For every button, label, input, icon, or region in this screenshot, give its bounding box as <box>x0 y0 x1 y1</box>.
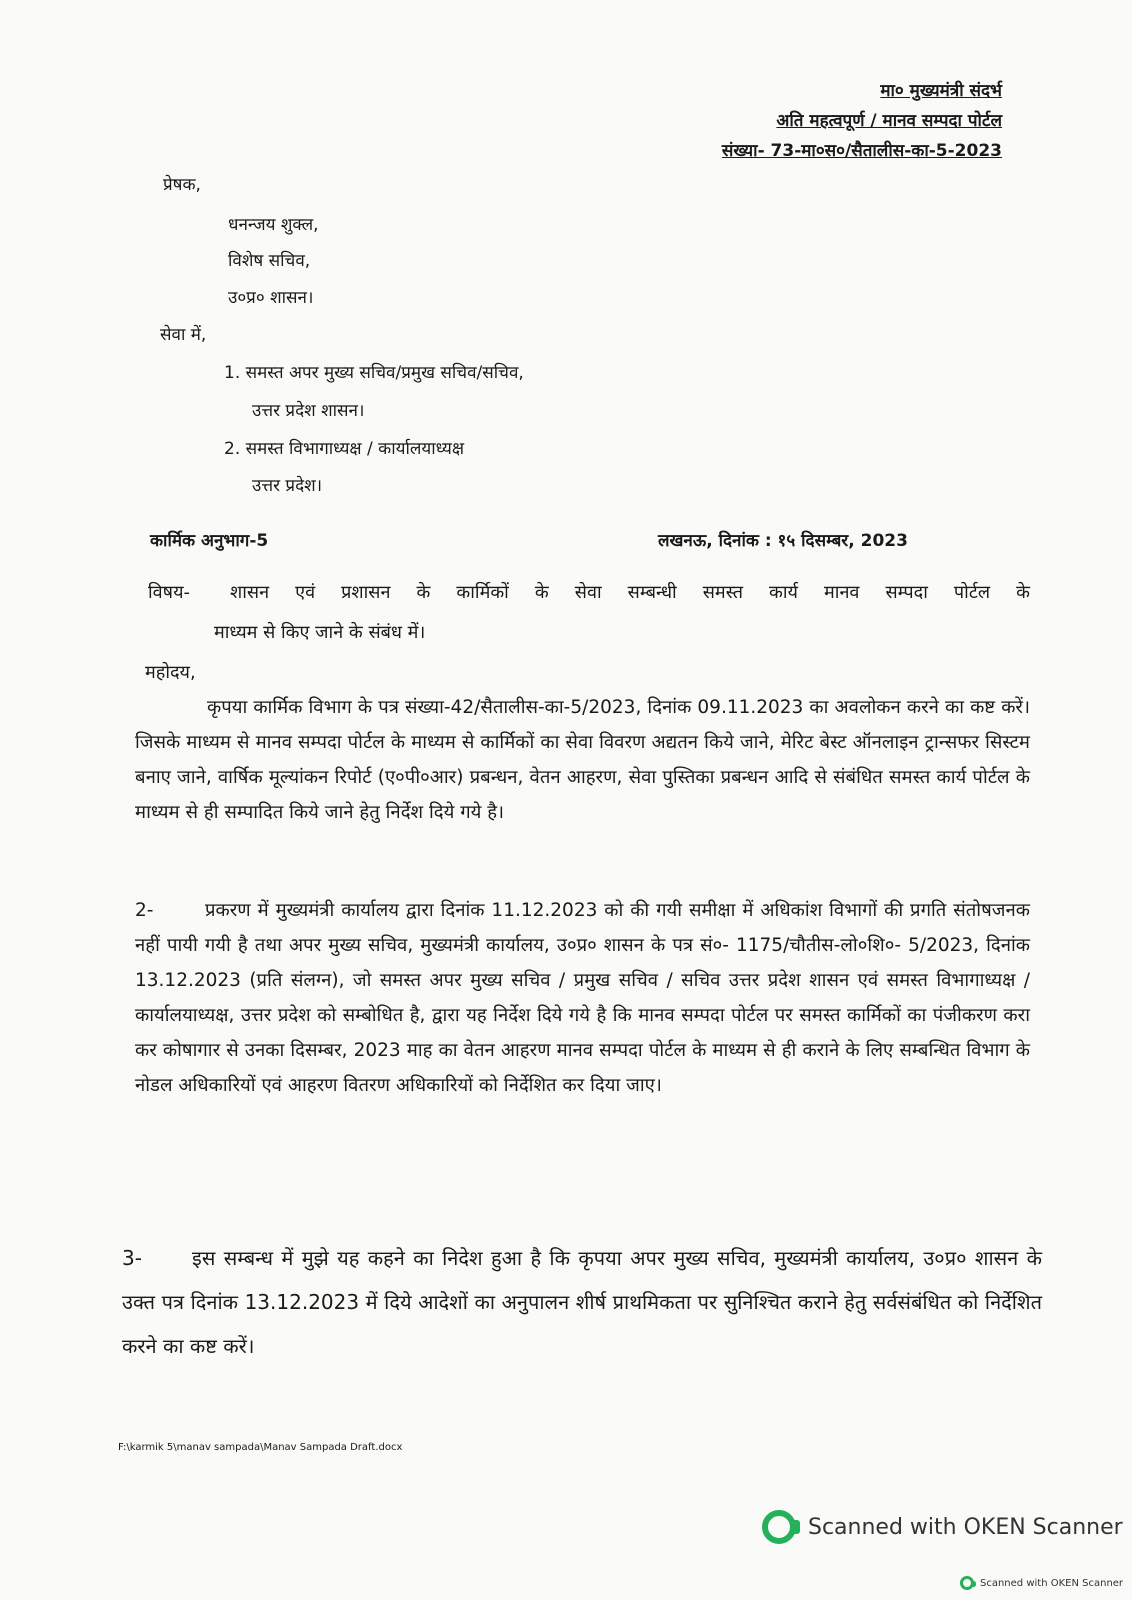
scanner-watermark-small <box>960 1576 1123 1590</box>
letter-number: संख्या- 73-मा०स०/सैतालीस-का-5-2023 <box>721 141 1002 161</box>
subject-line2: माध्यम से किए जाने के संबंध में। <box>214 622 426 643</box>
section-name: कार्मिक अनुभाग-5 <box>150 531 269 551</box>
recipient-2-line2: उत्तर प्रदेश। <box>252 476 323 496</box>
scanner-label: Scanned with OKEN Scanner <box>808 1514 1123 1540</box>
subject-line1: शासन एवं प्रशासन के कार्मिकों के सेवा सम्बन्धी समस्त कार्य मानव सम्पदा पोर्टल के <box>230 582 1030 603</box>
sender-label: प्रेषक, <box>163 175 201 195</box>
cm-reference-heading: मा० मुख्यमंत्री संदर्भ <box>880 81 1002 101</box>
paragraph-2 <box>135 893 1030 1103</box>
priority-heading: अति महत्वपूर्ण / मानव सम्पदा पोर्टल <box>776 111 1002 131</box>
sender-office: उ०प्र० शासन। <box>228 288 314 308</box>
sender-designation: विशेष सचिव, <box>228 251 311 271</box>
file-path: F:\karmik 5\manav sampada\Manav Sampada Draft.docx <box>118 1442 403 1453</box>
scanner-label-small: Scanned with OKEN Scanner <box>980 1577 1124 1589</box>
oken-logo-small-icon <box>960 1576 974 1590</box>
paragraph-2-text: प्रकरण में मुख्यमंत्री कार्यालय द्वारा दिनांक 11.12.2023 को की गयी समीक्षा में अधिकांश विभागों की प्रगति संतोषजनक नहीं पायी गयी है तथा अपर मुख्य सचिव, मुख्यमंत्री कार्यालय, उ०प्र० शासन के पत्र सं०- 1175/चौतीस-लो०शि०- 5/2023, दिनांक 13.12.2023 (प्रति संलग्न), जो समस्त अपर मुख्य सचिव / प्रमुख सचिव / सचिव उत्तर प्रदेश शासन एवं समस्त विभागाध्यक्ष / कार्यालयाध्यक्ष, उत्तर प्रदेश को सम्बोधित है, द्वारा यह निर्देश दिये गये है कि मानव सम्पदा पोर्टल पर समस्त कार्मिकों का पंजीकरण करा कर कोषागार से उनका दिसम्बर, 2023 माह का वेतन आहरण मानव सम्पदा पोर्टल के माध्यम से ही कराने के लिए सम्बन्धित विभाग के नोडल अधिकारियों एवं आहरण वितरण अधिकारियों को निर्देशित कर दिया जाए। <box>135 900 1030 1096</box>
recipient-1-line2: उत्तर प्रदेश शासन। <box>252 401 365 421</box>
paragraph-3-number: 3- <box>122 1246 142 1270</box>
recipient-2: 2. समस्त विभागाध्यक्ष / कार्यालयाध्यक्ष <box>224 439 465 459</box>
salutation: महोदय, <box>145 662 196 683</box>
scanner-watermark <box>762 1510 1123 1544</box>
recipient-1: 1. समस्त अपर मुख्य सचिव/प्रमुख सचिव/सचिव, <box>224 363 524 383</box>
paragraph-1-text: कृपया कार्मिक विभाग के पत्र संख्या-42/सैतालीस-का-5/2023, दिनांक 09.11.2023 का अवलोकन करने का कष्ट करें। जिसके माध्यम से मानव सम्पदा पोर्टल के माध्यम से कार्मिकों का सेवा विवरण अद्यतन किये जाने, मेरिट बेस्ट ऑनलाइन ट्रान्सफर सिस्टम बनाए जाने, वार्षिक मूल्यांकन रिपोर्ट (ए०पी०आर) प्रबन्धन, वेतन आहरण, सेवा पुस्तिका प्रबन्धन आदि से संबंधित समस्त कार्य पोर्टल के माध्यम से ही सम्पादित किये जाने हेतु निर्देश दिये गये है। <box>135 697 1030 823</box>
paragraph-2-number: 2- <box>135 900 154 921</box>
date-line: लखनऊ, दिनांक : १५ दिसम्बर, 2023 <box>658 531 908 551</box>
paragraph-1 <box>135 690 1030 830</box>
paragraph-3 <box>122 1236 1042 1368</box>
recipient-label: सेवा में, <box>160 325 207 345</box>
sender-name: धनन्जय शुक्ल, <box>228 215 319 235</box>
subject-label: विषय- <box>148 582 191 603</box>
oken-logo-icon <box>762 1510 796 1544</box>
paragraph-3-text: इस सम्बन्ध में मुझे यह कहने का निदेश हुआ है कि कृपया अपर मुख्य सचिव, मुख्यमंत्री कार्यालय, उ०प्र० शासन के उक्त पत्र दिनांक 13.12.2023 में दिये आदेशों का अनुपालन शीर्ष प्राथमिकता पर सुनिश्चित कराने हेतु सर्वसंबंधित को निर्देशित करने का कष्ट करें। <box>122 1246 1042 1358</box>
